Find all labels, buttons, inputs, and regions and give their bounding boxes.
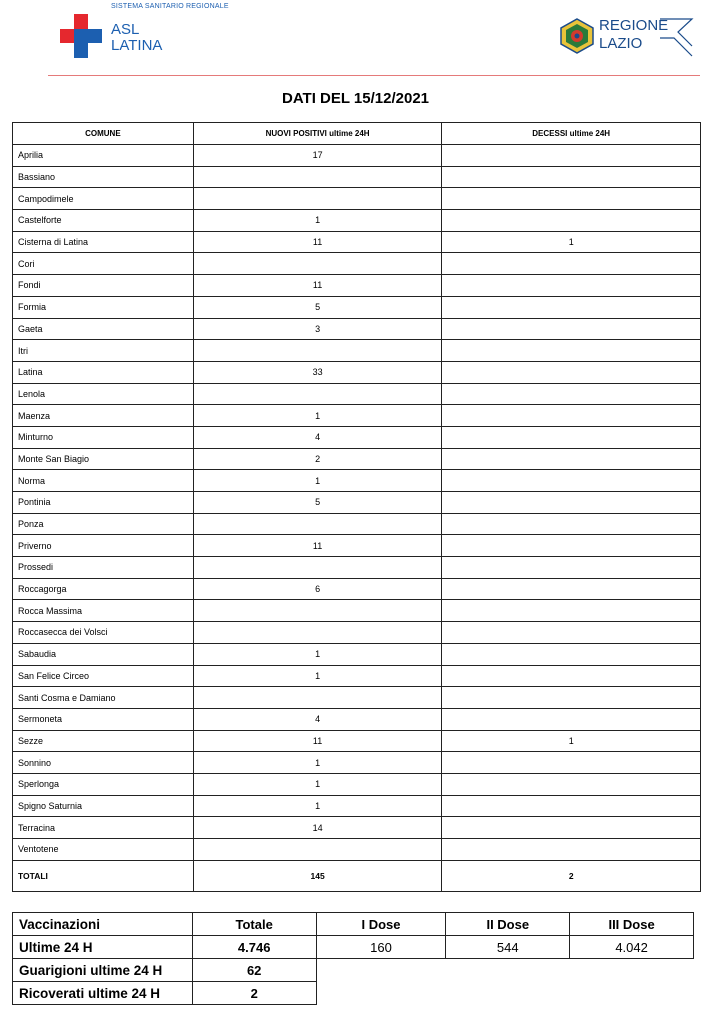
decessi-cell	[442, 687, 701, 709]
positivi-cell	[193, 687, 442, 709]
table-row	[13, 448, 701, 470]
table-row	[13, 600, 701, 622]
asl-name-line2: LATINA	[111, 37, 163, 54]
table-row	[13, 470, 701, 492]
regione-lazio-lines-icon	[660, 18, 694, 58]
guarigioni-value: 62	[192, 959, 316, 982]
positivi-cell: 6	[193, 578, 442, 600]
decessi-cell	[442, 253, 701, 275]
decessi-cell	[442, 296, 701, 318]
positivi-cell	[193, 622, 442, 644]
vaccinazioni-label: Vaccinazioni	[13, 913, 193, 936]
table-row	[13, 361, 701, 383]
table-row	[13, 622, 701, 644]
comune-cell: Cori	[13, 253, 194, 275]
decessi-cell: 1	[442, 730, 701, 752]
table-row	[13, 188, 701, 210]
table-row	[13, 773, 701, 795]
table-row	[13, 817, 701, 839]
decessi-cell	[442, 557, 701, 579]
comune-cell: San Felice Circeo	[13, 665, 194, 687]
table-row	[13, 253, 701, 275]
regione-lazio-emblem-icon	[560, 18, 594, 54]
table-row	[13, 340, 701, 362]
comune-cell: Latina	[13, 361, 194, 383]
comune-cell: Sermoneta	[13, 708, 194, 730]
table-row	[13, 557, 701, 579]
guarigioni-row	[13, 959, 694, 982]
comune-cell: Lenola	[13, 383, 194, 405]
positivi-cell	[193, 166, 442, 188]
positivi-cell: 5	[193, 492, 442, 514]
asl-cross-logo	[60, 14, 102, 58]
comune-cell: Minturno	[13, 426, 194, 448]
positivi-cell: 4	[193, 426, 442, 448]
decessi-cell	[442, 426, 701, 448]
positivi-cell	[193, 839, 442, 861]
header-i-dose: I Dose	[316, 913, 446, 936]
decessi-cell	[442, 275, 701, 297]
column-header-decessi: DECESSI ultime 24H	[442, 123, 701, 145]
table-row	[13, 492, 701, 514]
decessi-cell	[442, 383, 701, 405]
comune-cell: Bassiano	[13, 166, 194, 188]
table-row	[13, 296, 701, 318]
comune-cell: Sperlonga	[13, 773, 194, 795]
comune-cell: Sonnino	[13, 752, 194, 774]
comune-cell: Castelforte	[13, 210, 194, 232]
decessi-cell	[442, 145, 701, 167]
comune-cell: Roccasecca dei Volsci	[13, 622, 194, 644]
positivi-cell	[193, 383, 442, 405]
table-row	[13, 275, 701, 297]
value-iii-dose: 4.042	[570, 936, 694, 959]
table-row	[13, 383, 701, 405]
totals-positivi: 145	[193, 860, 442, 891]
regione-lazio-name	[599, 17, 668, 53]
table-row	[13, 578, 701, 600]
decessi-cell	[442, 513, 701, 535]
table-row	[13, 513, 701, 535]
table-row	[13, 210, 701, 232]
totals-row	[13, 860, 701, 891]
decessi-cell	[442, 340, 701, 362]
decessi-cell	[442, 622, 701, 644]
comune-cell: Prossedi	[13, 557, 194, 579]
table-row	[13, 730, 701, 752]
column-header-comune: COMUNE	[13, 123, 194, 145]
positivi-cell	[193, 513, 442, 535]
decessi-cell	[442, 708, 701, 730]
table-row	[13, 708, 701, 730]
table-row	[13, 795, 701, 817]
positivi-cell: 11	[193, 535, 442, 557]
table-row	[13, 405, 701, 427]
column-header-positivi: NUOVI POSITIVI ultime 24H	[193, 123, 442, 145]
comune-cell: Priverno	[13, 535, 194, 557]
vaccination-values-row	[13, 936, 694, 959]
decessi-cell	[442, 817, 701, 839]
asl-subtitle: SISTEMA SANITARIO REGIONALE	[111, 3, 229, 10]
comune-cell: Sezze	[13, 730, 194, 752]
decessi-cell	[442, 535, 701, 557]
table-row	[13, 145, 701, 167]
table-row	[13, 426, 701, 448]
decessi-cell	[442, 318, 701, 340]
comune-cell: Santi Cosma e Damiano	[13, 687, 194, 709]
value-ii-dose: 544	[446, 936, 570, 959]
decessi-cell	[442, 839, 701, 861]
header-divider	[48, 75, 700, 76]
comune-cell: Cisterna di Latina	[13, 231, 194, 253]
positivi-cell: 1	[193, 470, 442, 492]
positivi-cell: 1	[193, 210, 442, 232]
comune-cell: Monte San Biagio	[13, 448, 194, 470]
table-row	[13, 166, 701, 188]
totals-decessi: 2	[442, 860, 701, 891]
table-row	[13, 665, 701, 687]
decessi-cell	[442, 795, 701, 817]
positivi-cell	[193, 557, 442, 579]
comune-cell: Itri	[13, 340, 194, 362]
decessi-cell	[442, 405, 701, 427]
decessi-cell	[442, 578, 701, 600]
header-iii-dose: III Dose	[570, 913, 694, 936]
decessi-cell	[442, 470, 701, 492]
positivi-cell: 5	[193, 296, 442, 318]
header-ii-dose: II Dose	[446, 913, 570, 936]
value-i-dose: 160	[316, 936, 446, 959]
asl-name	[111, 22, 162, 54]
decessi-cell	[442, 600, 701, 622]
table-row	[13, 687, 701, 709]
comune-cell: Roccagorga	[13, 578, 194, 600]
totals-label: TOTALI	[13, 860, 194, 891]
comune-cell: Spigno Saturnia	[13, 795, 194, 817]
positivi-cell: 1	[193, 643, 442, 665]
comune-cell: Sabaudia	[13, 643, 194, 665]
positivi-cell: 1	[193, 795, 442, 817]
positivi-cell	[193, 340, 442, 362]
header-totale: Totale	[192, 913, 316, 936]
table-row	[13, 839, 701, 861]
positivi-cell: 4	[193, 708, 442, 730]
positivi-cell: 1	[193, 665, 442, 687]
ultime-24h-label: Ultime 24 H	[13, 936, 193, 959]
asl-name-line1: ASL	[111, 21, 140, 38]
positivi-cell: 11	[193, 231, 442, 253]
comune-cell: Fondi	[13, 275, 194, 297]
positivi-cell: 17	[193, 145, 442, 167]
table-row	[13, 752, 701, 774]
table-row	[13, 643, 701, 665]
comune-cell: Campodimele	[13, 188, 194, 210]
comune-cell: Terracina	[13, 817, 194, 839]
positivi-cell	[193, 600, 442, 622]
value-totale: 4.746	[192, 936, 316, 959]
decessi-cell	[442, 210, 701, 232]
decessi-cell	[442, 166, 701, 188]
table-row	[13, 535, 701, 557]
comune-cell: Norma	[13, 470, 194, 492]
decessi-cell	[442, 752, 701, 774]
ricoverati-row	[13, 982, 694, 1005]
decessi-cell	[442, 361, 701, 383]
vaccination-header-row	[13, 913, 694, 936]
comune-cell: Gaeta	[13, 318, 194, 340]
regione-line1: REGIONE	[599, 17, 669, 34]
positivi-cell: 11	[193, 730, 442, 752]
ricoverati-label: Ricoverati ultime 24 H	[13, 982, 193, 1005]
vaccination-summary-table	[12, 912, 694, 1005]
positivi-cell: 3	[193, 318, 442, 340]
decessi-cell: 1	[442, 231, 701, 253]
decessi-cell	[442, 773, 701, 795]
ricoverati-value: 2	[192, 982, 316, 1005]
document-title: DATI DEL 15/12/2021	[281, 90, 430, 107]
comune-cell: Rocca Massima	[13, 600, 194, 622]
decessi-cell	[442, 448, 701, 470]
comune-cell: Aprilia	[13, 145, 194, 167]
covid-data-table	[12, 122, 701, 892]
positivi-cell: 1	[193, 773, 442, 795]
positivi-cell: 33	[193, 361, 442, 383]
table-row	[13, 318, 701, 340]
decessi-cell	[442, 492, 701, 514]
positivi-cell: 1	[193, 405, 442, 427]
decessi-cell	[442, 188, 701, 210]
positivi-cell: 1	[193, 752, 442, 774]
regione-line2: LAZIO	[599, 35, 643, 52]
decessi-cell	[442, 665, 701, 687]
comune-cell: Ventotene	[13, 839, 194, 861]
comune-cell: Ponza	[13, 513, 194, 535]
table-row	[13, 231, 701, 253]
positivi-cell	[193, 253, 442, 275]
comune-cell: Formia	[13, 296, 194, 318]
positivi-cell: 11	[193, 275, 442, 297]
page-header	[0, 0, 711, 80]
table-header-row	[13, 123, 701, 145]
positivi-cell: 2	[193, 448, 442, 470]
comune-cell: Maenza	[13, 405, 194, 427]
comune-cell: Pontinia	[13, 492, 194, 514]
guarigioni-label: Guarigioni ultime 24 H	[13, 959, 193, 982]
positivi-cell	[193, 188, 442, 210]
positivi-cell: 14	[193, 817, 442, 839]
decessi-cell	[442, 643, 701, 665]
